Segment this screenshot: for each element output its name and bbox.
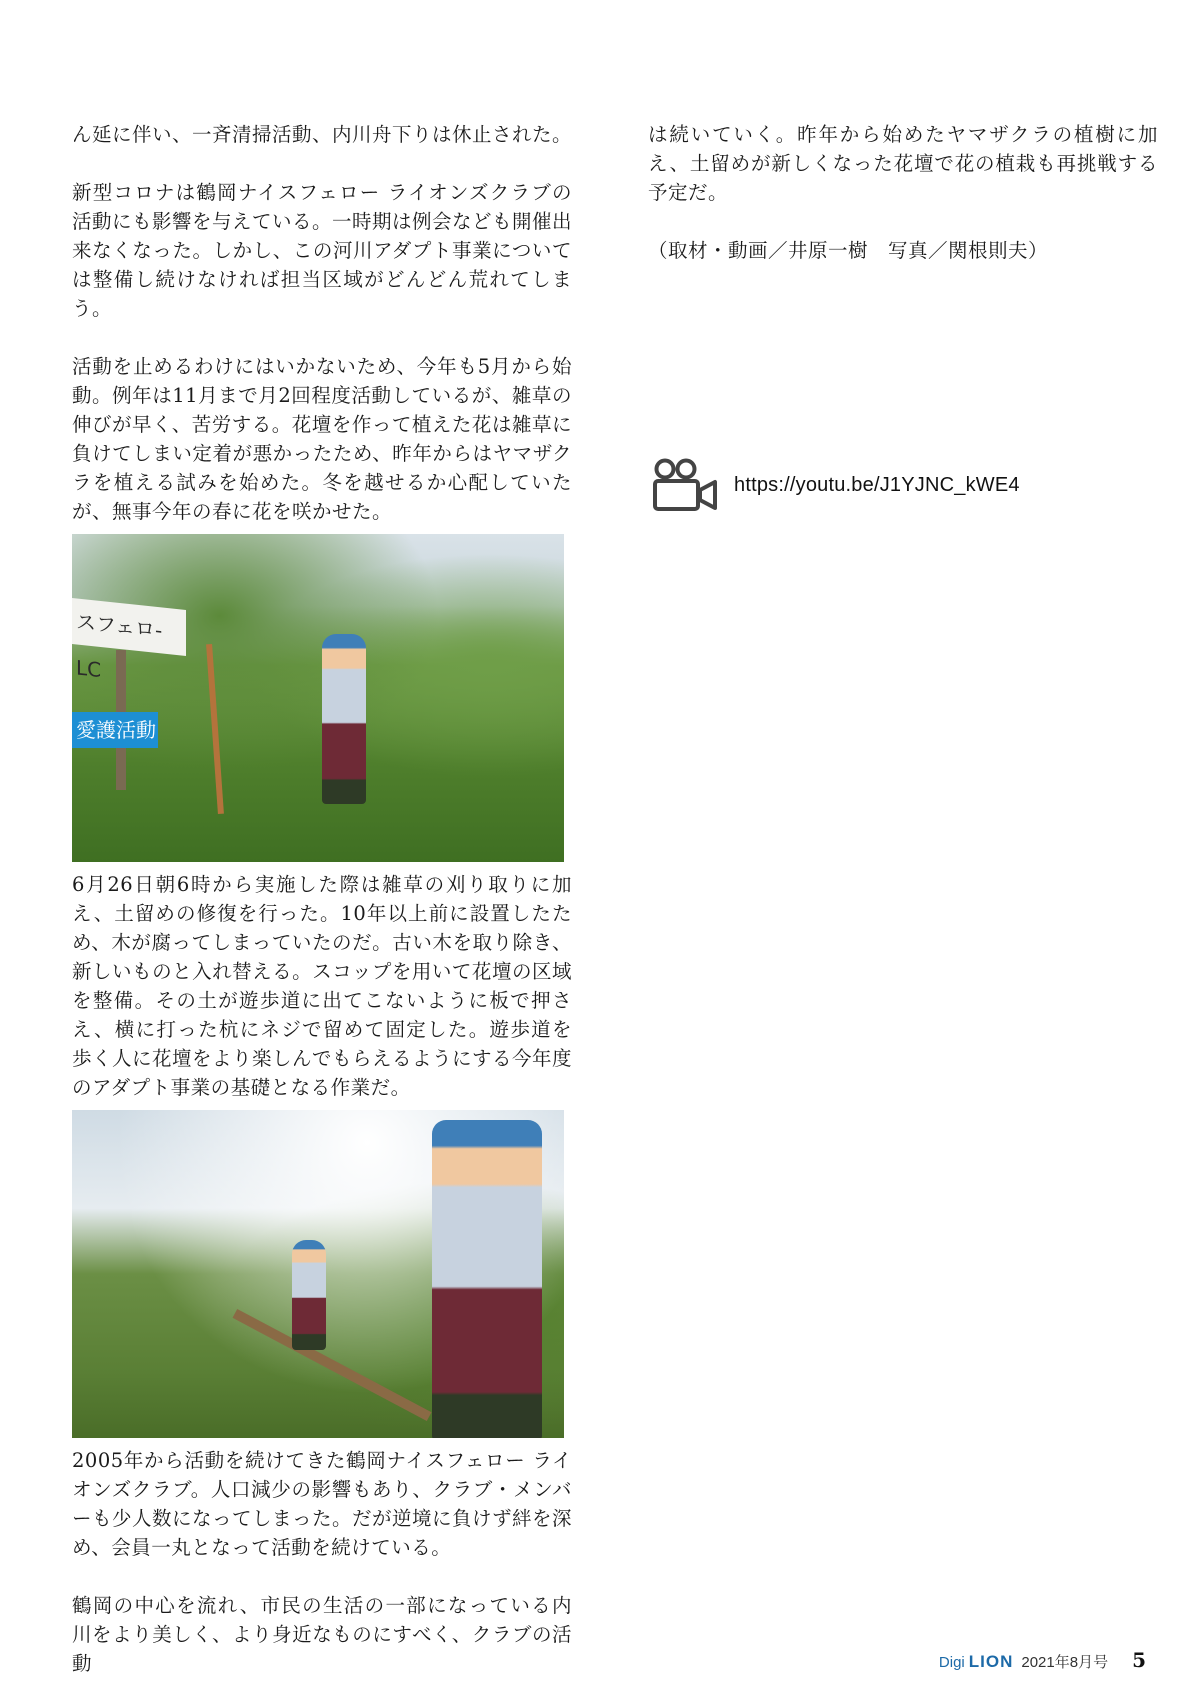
photo-blue-sign: 愛護活動 <box>72 712 158 748</box>
photo-flowerbed-work <box>72 1110 564 1438</box>
plank <box>233 1309 432 1421</box>
photo-sign: スフェロ-LC <box>72 598 186 656</box>
footer-lion-logo: LION <box>968 1652 1014 1671</box>
photo-person-walking <box>322 634 366 804</box>
left-column <box>72 120 572 1678</box>
paragraph-4: 6月26日朝6時から実施した際は雑草の刈り取りに加え、土留めの修復を行った。10年以上前に設置したため、木が腐ってしまっていたのだ。古い木を取り除き、新しいものと入れ替える。スコップを用いて花壇の区域を整備。その土が遊歩道に出てこないように板で押さえ、横に打った杭にネジで留めて固定した。遊歩道を歩く人に花壇をより楽しんでもらえるようにする今年度のアダプト事業の基礎となる作業だ。 <box>72 873 573 1099</box>
paragraph-1: ん延に伴い、一斉清掃活動、内川舟下りは休止された。 <box>72 123 573 146</box>
video-link-row[interactable] <box>652 458 1020 512</box>
paragraph-2: 新型コロナは鶴岡ナイスフェロー ライオンズクラブの活動にも影響を与えている。一時期は例会なども開催出来なくなった。しかし、この河川アダプト事業については整備し続けなければ担当区域がどんどん荒れてしまう。 <box>72 181 573 320</box>
photo-person-shovel <box>432 1120 542 1438</box>
marker-pole <box>206 644 224 814</box>
page-number: 5 <box>1132 1648 1146 1672</box>
paragraph-6: 鶴岡の中心を流れ、市民の生活の一部になっている内川をより美しく、より身近なものにすべく、クラブの活動 <box>72 1594 572 1675</box>
credit-line: （取材・動画／井原一樹 写真／関根則夫） <box>648 239 1049 262</box>
video-camera-icon[interactable] <box>652 458 718 512</box>
right-column <box>648 120 1158 265</box>
photo-person-background <box>292 1240 326 1350</box>
paragraph-3: 活動を止めるわけにはいかないため、今年も5月から始動。例年は11月まで月2回程度活動しているが、雑草の伸びが早く、苦労する。花壇を作って植えた花は雑草に負けてしまい定着が悪かったため、昨年からはヤマザクラを植える試みを始めた。冬を越せるか心配していたが、無事今年の春に花を咲かせた。 <box>72 355 572 523</box>
footer-digi: Digi <box>938 1654 965 1671</box>
video-url-link[interactable]: https://youtu.be/J1YJNC_kWE4 <box>734 473 1020 496</box>
page-footer <box>939 1648 1146 1672</box>
paragraph-continued: は続いていく。昨年から始めたヤマザクラの植樹に加え、土留めが新しくなった花壇で花の植栽も再挑戦する予定だ。 <box>648 123 1158 204</box>
paragraph-5: 2005年から活動を続けてきた鶴岡ナイスフェロー ライオンズクラブ。人口減少の影響もあり、クラブ・メンバーも少人数になってしまった。だが逆境に負けず絆を深め、会員一丸となって活動を続けている。 <box>72 1449 573 1559</box>
footer-issue: 2021年8月号 <box>1021 1654 1109 1671</box>
photo-mowing-path <box>72 534 564 862</box>
